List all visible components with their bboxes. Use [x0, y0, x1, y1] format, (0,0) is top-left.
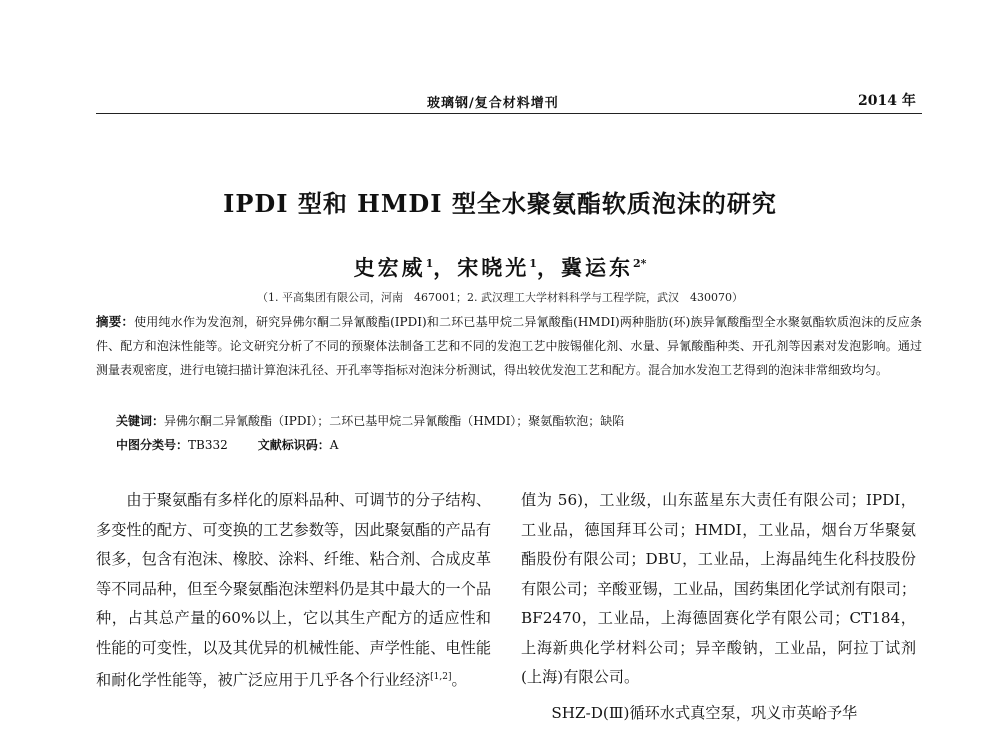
class-label: 中图分类号：	[116, 438, 189, 452]
header-rule	[96, 113, 922, 114]
class-value: TB332	[188, 438, 228, 452]
keywords-text: 异佛尔酮二异氰酸酯（IPDI）；二环已基甲烷二异氰酸酯（HMDI）；聚氨酯软泡；缺陷	[164, 414, 625, 428]
citation: [1,2]	[430, 672, 452, 682]
article-title: IPDI 型和 HMDI 型全水聚氨酯软质泡沫的研究	[223, 189, 777, 218]
paragraph-end: 。	[451, 671, 467, 690]
classification-line	[116, 434, 922, 456]
paragraph-text: 由于聚氨酯有多样化的原料品种、可调节的分子结构、多变性的配方、可变换的工艺参数等，因此聚氨酯的产品有很多，包含有泡沫、橡胶、涂料、纤维、粘合剂、合成皮革等不同品种，但至今聚氨酯泡沫塑料仍是其中最大的一个品种，占其总产量的60%以上，它以其生产配方的适应性和性能的可变性，以及其优异的机械性能、声学性能、电性能和耐化学性能等，被广泛应用于几乎各个行业经济	[96, 491, 491, 690]
keywords	[116, 410, 922, 432]
author-name: 冀运东	[560, 255, 633, 280]
abstract-label: 摘要：	[96, 314, 135, 329]
journal-year: 2014 年	[858, 93, 916, 109]
author-name: 史宏威	[353, 255, 426, 280]
doc-code-label: 文献标识码：	[257, 438, 330, 452]
abstract	[96, 310, 922, 382]
body-paragraph: SHZ-D(Ⅲ)循环水式真空泵，巩义市英峪予华	[551, 703, 858, 722]
body-paragraph	[96, 486, 491, 696]
author-mark: 1	[425, 257, 434, 270]
body-right-column	[521, 486, 916, 728]
author-mark: 1	[529, 257, 537, 270]
author-list: 史宏威$^1$，宋晓光$^1$，冀运东$^{2*}$	[353, 255, 647, 280]
body-left-column	[96, 486, 491, 696]
abstract-text: 使用纯水作为发泡剂，研究异佛尔酮二异氰酸酯(IPDI)和二环已基甲烷二异氰酸酯(HMDI)两种脂肪(环)族异氰酸酯型全水聚氨酯软质泡沫的反应条件、配方和泡沫性能等。论文研究分析了不同的预聚体法制备工艺和不同的发泡工艺中胺锡催化剂、水量、异氰酸酯种类、开孔剂等因素对发泡影响。通过测量表观密度，进行电镜扫描计算泡沫孔径、开孔率等指标对泡沫分析测试，得出较优发泡工艺和配方。混合加水发泡工艺得到的泡沫非常细致均匀。	[96, 315, 922, 377]
affiliation: （1. 平高集团有限公司，河南 467001；2. 武汉理工大学材料科学与工程学院，武汉 430070）	[257, 291, 743, 304]
journal-name: 玻璃钢/复合材料增刊	[427, 96, 559, 111]
author-mark: 2*	[632, 257, 647, 270]
body-paragraph: 值为 56)，工业级，山东蓝星东大责任有限公司；IPDI，工业品，德国拜耳公司；HMDI，工业品，烟台万华聚氨酯股份有限公司；DBU，工业品，上海晶纯生化科技股份有限公司；辛酸亚锡，工业品，国药集团化学试剂有限司；BF2470，工业品，上海德固赛化学有限公司；CT184，上海新典化学材料公司；异辛酸钠，工业品，阿拉丁试剂(上海)有限公司。	[521, 491, 916, 686]
author-name: 宋晓光	[457, 255, 530, 280]
doc-code-value: A	[329, 438, 339, 452]
keywords-label: 关键词：	[116, 414, 165, 428]
